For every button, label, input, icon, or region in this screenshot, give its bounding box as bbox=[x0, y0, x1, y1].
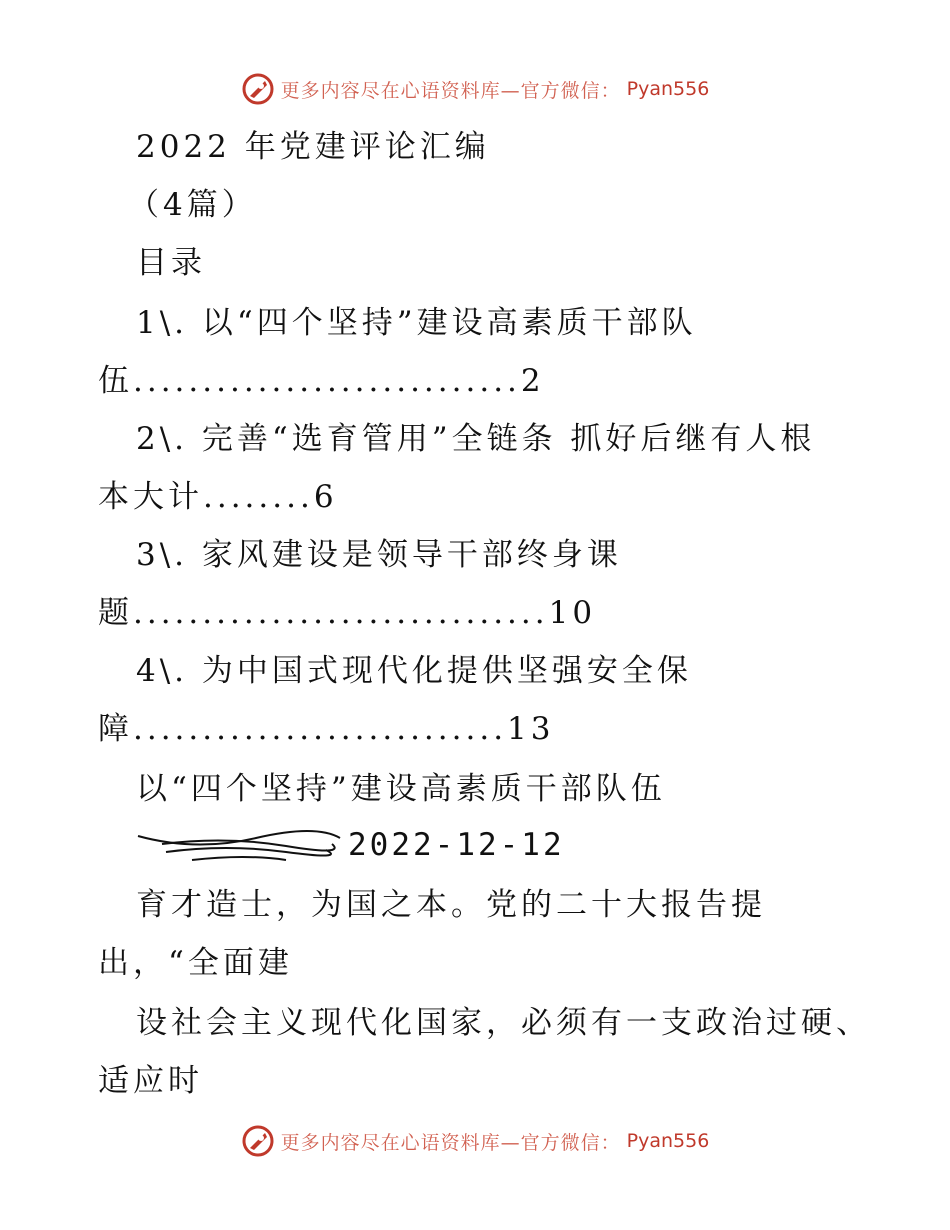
watermark-wechat: Pyan556 bbox=[626, 78, 710, 100]
wave-divider-icon bbox=[136, 826, 342, 864]
doc-count: （4篇） bbox=[128, 187, 257, 223]
toc-item-1-line2[interactable]: 伍............................2 bbox=[98, 363, 545, 399]
logo-icon bbox=[241, 1124, 275, 1158]
toc-item-2-line2[interactable]: 本大计........6 bbox=[98, 479, 338, 515]
watermark-text: 更多内容尽在心语资料库—官方微信： bbox=[280, 79, 621, 102]
logo-icon bbox=[241, 72, 275, 106]
body-line-4: 适应时 bbox=[98, 1063, 203, 1099]
toc-item-4-line2[interactable]: 障...........................13 bbox=[98, 711, 555, 747]
toc-item-1-line1[interactable]: 1\. 以“四个坚持”建设高素质干部队 bbox=[136, 305, 697, 341]
article-date: 2022-12-12 bbox=[348, 827, 565, 863]
watermark-banner-top bbox=[0, 72, 950, 106]
date-row bbox=[136, 826, 565, 864]
article-title: 以“四个坚持”建设高素质干部队伍 bbox=[136, 771, 666, 807]
watermark-wechat: Pyan556 bbox=[626, 1130, 710, 1152]
body-line-2: 出，“全面建 bbox=[98, 945, 293, 981]
body-line-3: 设社会主义现代化国家，必须有一支政治过硬、 bbox=[136, 1005, 871, 1041]
toc-item-4-line1[interactable]: 4\. 为中国式现代化提供坚强安全保 bbox=[136, 653, 692, 689]
watermark-text: 更多内容尽在心语资料库—官方微信： bbox=[280, 1131, 621, 1154]
toc-item-3-line1[interactable]: 3\. 家风建设是领导干部终身课 bbox=[136, 537, 622, 573]
toc-heading: 目录 bbox=[136, 245, 206, 281]
body-line-1: 育才造士，为国之本。党的二十大报告提 bbox=[136, 887, 766, 923]
doc-title: 2022 年党建评论汇编 bbox=[136, 129, 490, 165]
toc-item-2-line1[interactable]: 2\. 完善“选育管用”全链条 抓好后继有人根 bbox=[136, 421, 816, 457]
watermark-banner-bottom bbox=[0, 1124, 950, 1158]
toc-item-3-line2[interactable]: 题..............................10 bbox=[98, 595, 597, 631]
